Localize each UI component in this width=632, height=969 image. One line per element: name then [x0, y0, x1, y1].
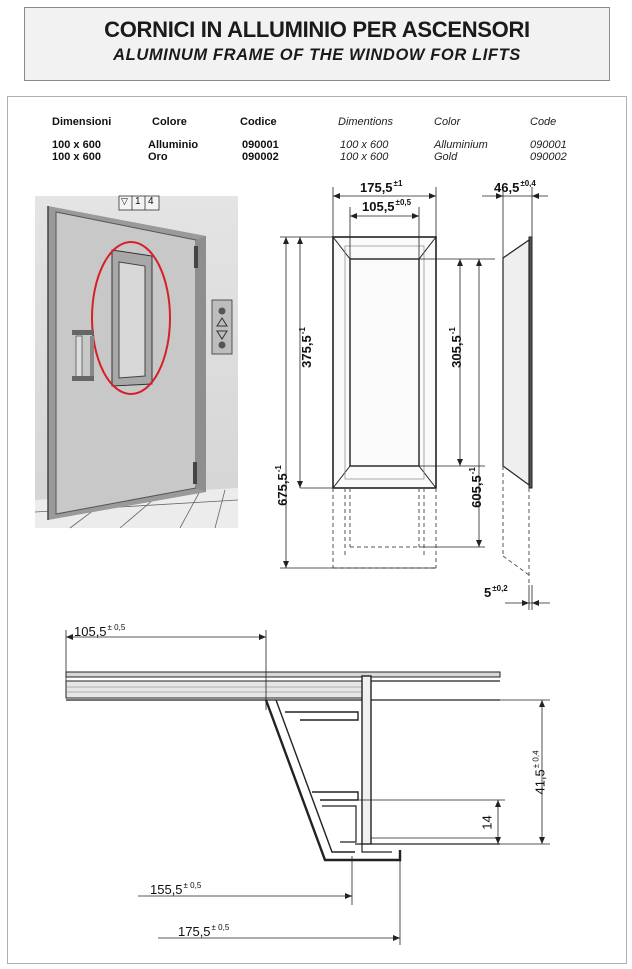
header-dimentions: Dimentions [338, 116, 394, 128]
header-colore: Colore [152, 116, 187, 128]
height-inner-label: $305,5^{-1}$ [447, 327, 464, 368]
section-inner-height-label: 14 [479, 815, 495, 830]
width-inner-label: $105,5^{\pm 0,5}$ [362, 198, 412, 214]
row2-color-en: Gold [434, 151, 458, 163]
floor-number-1: 1 [135, 196, 141, 207]
height-total-inner-label: $605,5^{-1}$ [467, 467, 484, 508]
section-top-width-label: $105,5^{\pm 0,5}$ [74, 623, 126, 639]
width-outer-label: $175,5^{\pm 1}$ [360, 179, 403, 195]
row1-color-en: Alluminium [434, 139, 488, 151]
row2-code-en: 090002 [530, 151, 567, 163]
header-color: Color [434, 116, 461, 128]
section-height-label: $41,5^{\pm 0,4}$ [531, 750, 548, 795]
row2-dim-en: 100 x 600 [340, 151, 389, 163]
row2-code: 090002 [242, 151, 279, 163]
header-codice: Codice [240, 116, 277, 128]
thickness-label: $5^{\pm 0,2}$ [484, 584, 508, 600]
floor-button-down: ▽ [121, 196, 128, 206]
section-mid-width-label: $155,5^{\pm 0,5}$ [150, 881, 202, 897]
row1-dim-en: 100 x 600 [340, 139, 389, 151]
header-dimensioni: Dimensioni [52, 116, 112, 128]
height-total-label: $675,5^{-1}$ [273, 465, 290, 506]
row2-color-it: Oro [148, 151, 168, 163]
section-bottom-width-label: $175,5^{\pm 0,5}$ [178, 923, 230, 939]
floor-number-4: 4 [148, 196, 154, 207]
row1-code-en: 090001 [530, 139, 567, 151]
depth-label: $46,5^{\pm 0,4}$ [494, 179, 536, 195]
row1-color-it: Alluminio [148, 139, 199, 151]
title-italian: CORNICI IN ALLUMINIO PER ASCENSORI [104, 17, 530, 42]
row1-code: 090001 [242, 139, 279, 151]
height-outer-label: $375,5^{-1}$ [297, 327, 314, 368]
row2-dim: 100 x 600 [52, 151, 101, 163]
title-english: ALUMINUM FRAME OF THE WINDOW FOR LIFTS [113, 46, 521, 64]
header-code: Code [530, 116, 557, 128]
row1-dim: 100 x 600 [52, 139, 101, 151]
